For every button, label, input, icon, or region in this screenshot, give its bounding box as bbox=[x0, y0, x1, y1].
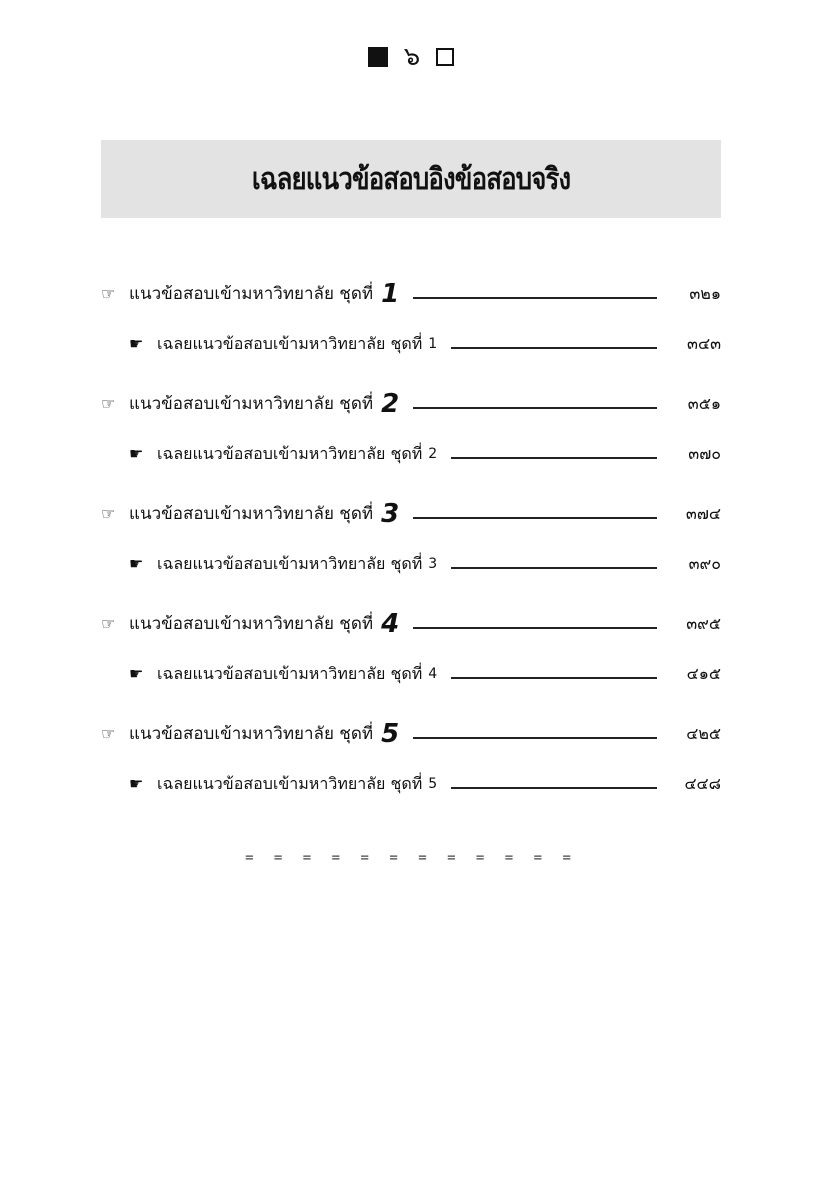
leader-line bbox=[451, 787, 657, 789]
toc-page-number: ๔๔๘ bbox=[684, 774, 721, 793]
toc-page-number: ๓๔๓ bbox=[687, 334, 721, 353]
pointing-hand-outline-icon: ☞ bbox=[101, 614, 116, 633]
toc-entry-answer-set-5[interactable] bbox=[129, 758, 721, 798]
leader-line bbox=[413, 627, 657, 629]
toc-page-number: ๓๕๑ bbox=[687, 394, 721, 413]
page-number: ๖ bbox=[403, 42, 421, 72]
toc-entry-answer-set-2[interactable] bbox=[129, 428, 721, 468]
end-separator: = = = = = = = = = = = = bbox=[245, 850, 577, 866]
title-banner bbox=[101, 140, 721, 218]
pointing-hand-filled-icon: ☛ bbox=[129, 774, 144, 793]
leader-line bbox=[413, 517, 657, 519]
toc-page-number: ๓๙๐ bbox=[688, 554, 721, 573]
toc-entry-answer-set-3[interactable] bbox=[129, 538, 721, 578]
toc-entry-label: แนวข้อสอบเข้ามหาวิทยาลัย ชุดที่ bbox=[129, 504, 374, 524]
empty-square-icon bbox=[436, 48, 454, 66]
toc-entry-set-1[interactable] bbox=[101, 268, 721, 308]
page-header bbox=[0, 44, 822, 70]
page-title: เฉลยแนวข้อสอบอิงข้อสอบจริง bbox=[251, 162, 571, 196]
toc-set-number: 5 bbox=[428, 776, 438, 792]
toc-entry-label: เฉลยแนวข้อสอบเข้ามหาวิทยาลัย ชุดที่ bbox=[157, 554, 423, 573]
pointing-hand-filled-icon: ☛ bbox=[129, 444, 144, 463]
toc-entry-label: เฉลยแนวข้อสอบเข้ามหาวิทยาลัย ชุดที่ bbox=[157, 774, 423, 793]
toc-page-number: ๔๒๕ bbox=[686, 724, 721, 743]
toc-set-number: 5 bbox=[381, 719, 400, 749]
pointing-hand-filled-icon: ☛ bbox=[129, 664, 144, 683]
toc-entry-label: แนวข้อสอบเข้ามหาวิทยาลัย ชุดที่ bbox=[129, 614, 374, 634]
toc-entry-set-3[interactable] bbox=[101, 488, 721, 528]
filled-square-icon bbox=[368, 47, 388, 67]
toc-entry-label: เฉลยแนวข้อสอบเข้ามหาวิทยาลัย ชุดที่ bbox=[157, 664, 423, 683]
toc-set-number: 2 bbox=[428, 446, 438, 462]
toc-page-number: ๓๗๐ bbox=[688, 444, 721, 463]
leader-line bbox=[451, 677, 657, 679]
toc-entry-label: เฉลยแนวข้อสอบเข้ามหาวิทยาลัย ชุดที่ bbox=[157, 444, 423, 463]
toc-entry-answer-set-1[interactable] bbox=[129, 318, 721, 358]
pointing-hand-outline-icon: ☞ bbox=[101, 284, 116, 303]
pointing-hand-outline-icon: ☞ bbox=[101, 724, 116, 743]
pointing-hand-filled-icon: ☛ bbox=[129, 554, 144, 573]
toc-entry-set-5[interactable] bbox=[101, 708, 721, 748]
toc-set-number: 1 bbox=[381, 279, 400, 309]
leader-line bbox=[413, 737, 657, 739]
toc-page-number: ๓๙๕ bbox=[686, 614, 721, 633]
toc-entry-label: เฉลยแนวข้อสอบเข้ามหาวิทยาลัย ชุดที่ bbox=[157, 334, 423, 353]
leader-line bbox=[451, 457, 657, 459]
toc-entry-set-4[interactable] bbox=[101, 598, 721, 638]
toc-entry-set-2[interactable] bbox=[101, 378, 721, 418]
toc-set-number: 3 bbox=[428, 556, 438, 572]
pointing-hand-filled-icon: ☛ bbox=[129, 334, 144, 353]
pointing-hand-outline-icon: ☞ bbox=[101, 504, 116, 523]
toc-entry-label: แนวข้อสอบเข้ามหาวิทยาลัย ชุดที่ bbox=[129, 284, 374, 304]
toc-set-number: 4 bbox=[381, 609, 400, 639]
toc-page-number: ๓๗๔ bbox=[685, 504, 721, 523]
toc-entry-answer-set-4[interactable] bbox=[129, 648, 721, 688]
leader-line bbox=[413, 407, 657, 409]
leader-line bbox=[451, 347, 657, 349]
toc-set-number: 4 bbox=[428, 666, 438, 682]
toc-page-number: ๔๑๕ bbox=[686, 664, 721, 683]
leader-line bbox=[413, 297, 657, 299]
toc-page-number: ๓๒๑ bbox=[689, 284, 721, 303]
toc-set-number: 2 bbox=[381, 389, 400, 419]
toc-set-number: 3 bbox=[381, 499, 400, 529]
pointing-hand-outline-icon: ☞ bbox=[101, 394, 116, 413]
leader-line bbox=[451, 567, 657, 569]
toc-entry-label: แนวข้อสอบเข้ามหาวิทยาลัย ชุดที่ bbox=[129, 394, 374, 414]
toc-entry-label: แนวข้อสอบเข้ามหาวิทยาลัย ชุดที่ bbox=[129, 724, 374, 744]
toc-set-number: 1 bbox=[428, 336, 438, 352]
